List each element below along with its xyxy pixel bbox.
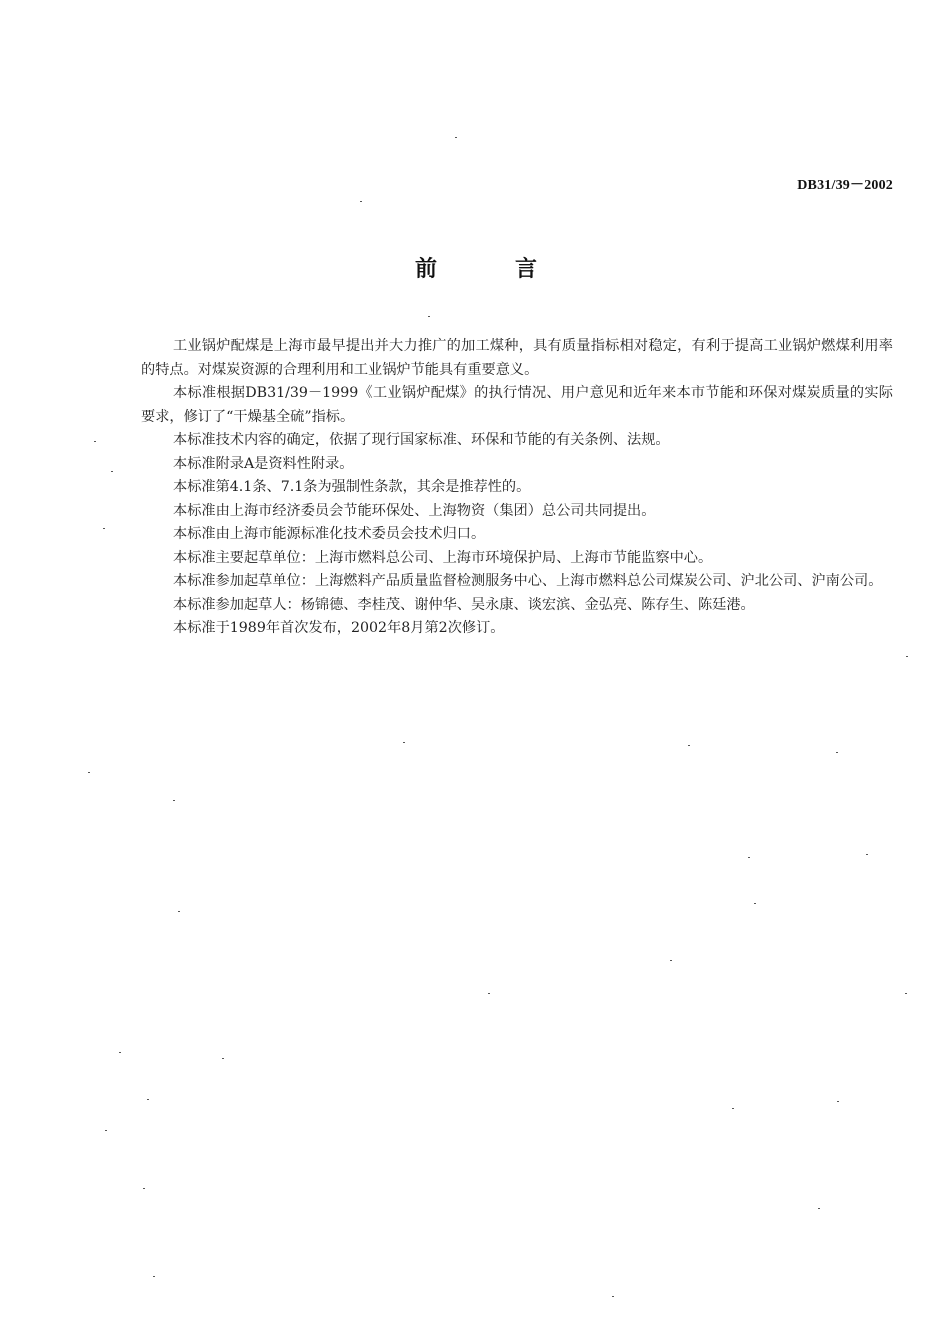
scan-speck <box>488 993 490 994</box>
scan-speck <box>105 1130 107 1131</box>
paragraph-participating-drafters: 本标准参加起草人：杨锦德、李桂茂、谢仲华、吴永康、谈宏滨、金弘亮、陈存生、陈廷港。 <box>173 596 755 613</box>
scan-speck <box>866 854 868 855</box>
scan-speck <box>94 441 96 442</box>
paragraph-intro: 工业锅炉配煤是上海市最早提出并大力推广的加工煤种，具有质量指标相对稳定，有利于提高工业锅炉燃煤利用率的特点。对煤炭资源的合理利用和工业锅炉节能具有重要意义。 <box>141 338 893 378</box>
scan-speck <box>153 1276 155 1277</box>
scan-speck <box>905 993 907 994</box>
scan-speck <box>754 903 756 904</box>
document-code: DB31/39－2002 <box>797 178 893 193</box>
foreword-body <box>141 335 893 641</box>
paragraph-proposed-by: 本标准由上海市经济委员会节能环保处、上海物资（集团）总公司共同提出。 <box>173 502 656 519</box>
scan-speck <box>732 1108 734 1109</box>
scan-speck <box>428 316 430 317</box>
scan-speck <box>88 772 90 773</box>
scan-speck <box>173 800 175 801</box>
scan-speck <box>455 137 457 138</box>
paragraph-technical-content: 本标准技术内容的确定，依据了现行国家标准、环保和节能的有关条例、法规。 <box>173 432 670 448</box>
scan-speck <box>612 1296 614 1297</box>
scan-speck <box>688 745 690 746</box>
scan-speck <box>178 911 180 912</box>
paragraph-mandatory-clauses: 本标准第4.1条、7.1条为强制性条款，其余是推荐性的。 <box>173 479 531 495</box>
paragraph-main-drafters: 本标准主要起草单位：上海市燃料总公司、上海市环境保护局、上海市节能监察中心。 <box>173 549 713 566</box>
paragraph-basis: 本标准根据DB31/39－1999《工业锅炉配煤》的执行情况、用户意见和近年来本市节能和环保对煤炭质量的实际要求，修订了“干燥基全硫”指标。 <box>141 385 893 425</box>
scan-speck <box>360 201 362 202</box>
paragraph-publication-history: 本标准于1989年首次发布，2002年8月第2次修订。 <box>173 620 505 636</box>
scan-speck <box>143 1188 145 1189</box>
paragraph-participating-units: 本标准参加起草单位：上海燃料产品质量监督检测服务中心、上海市燃料总公司煤炭公司、沪北公司、沪南公司。 <box>173 573 883 589</box>
scan-speck <box>119 1052 121 1053</box>
paragraph-centralized-by: 本标准由上海市能源标准化技术委员会技术归口。 <box>173 526 486 542</box>
scan-speck <box>670 960 672 961</box>
scan-speck <box>748 857 750 858</box>
scan-speck <box>103 528 105 529</box>
scan-speck <box>837 1101 839 1102</box>
scan-speck <box>403 742 405 743</box>
scan-speck <box>818 1208 820 1209</box>
paragraph-appendix: 本标准附录A是资料性附录。 <box>173 455 354 472</box>
scan-speck <box>147 1099 149 1100</box>
scan-speck <box>222 1058 224 1059</box>
scan-speck <box>111 471 113 472</box>
page-title: 前言 <box>414 257 615 282</box>
scan-speck <box>836 752 838 753</box>
scan-speck <box>906 656 908 657</box>
